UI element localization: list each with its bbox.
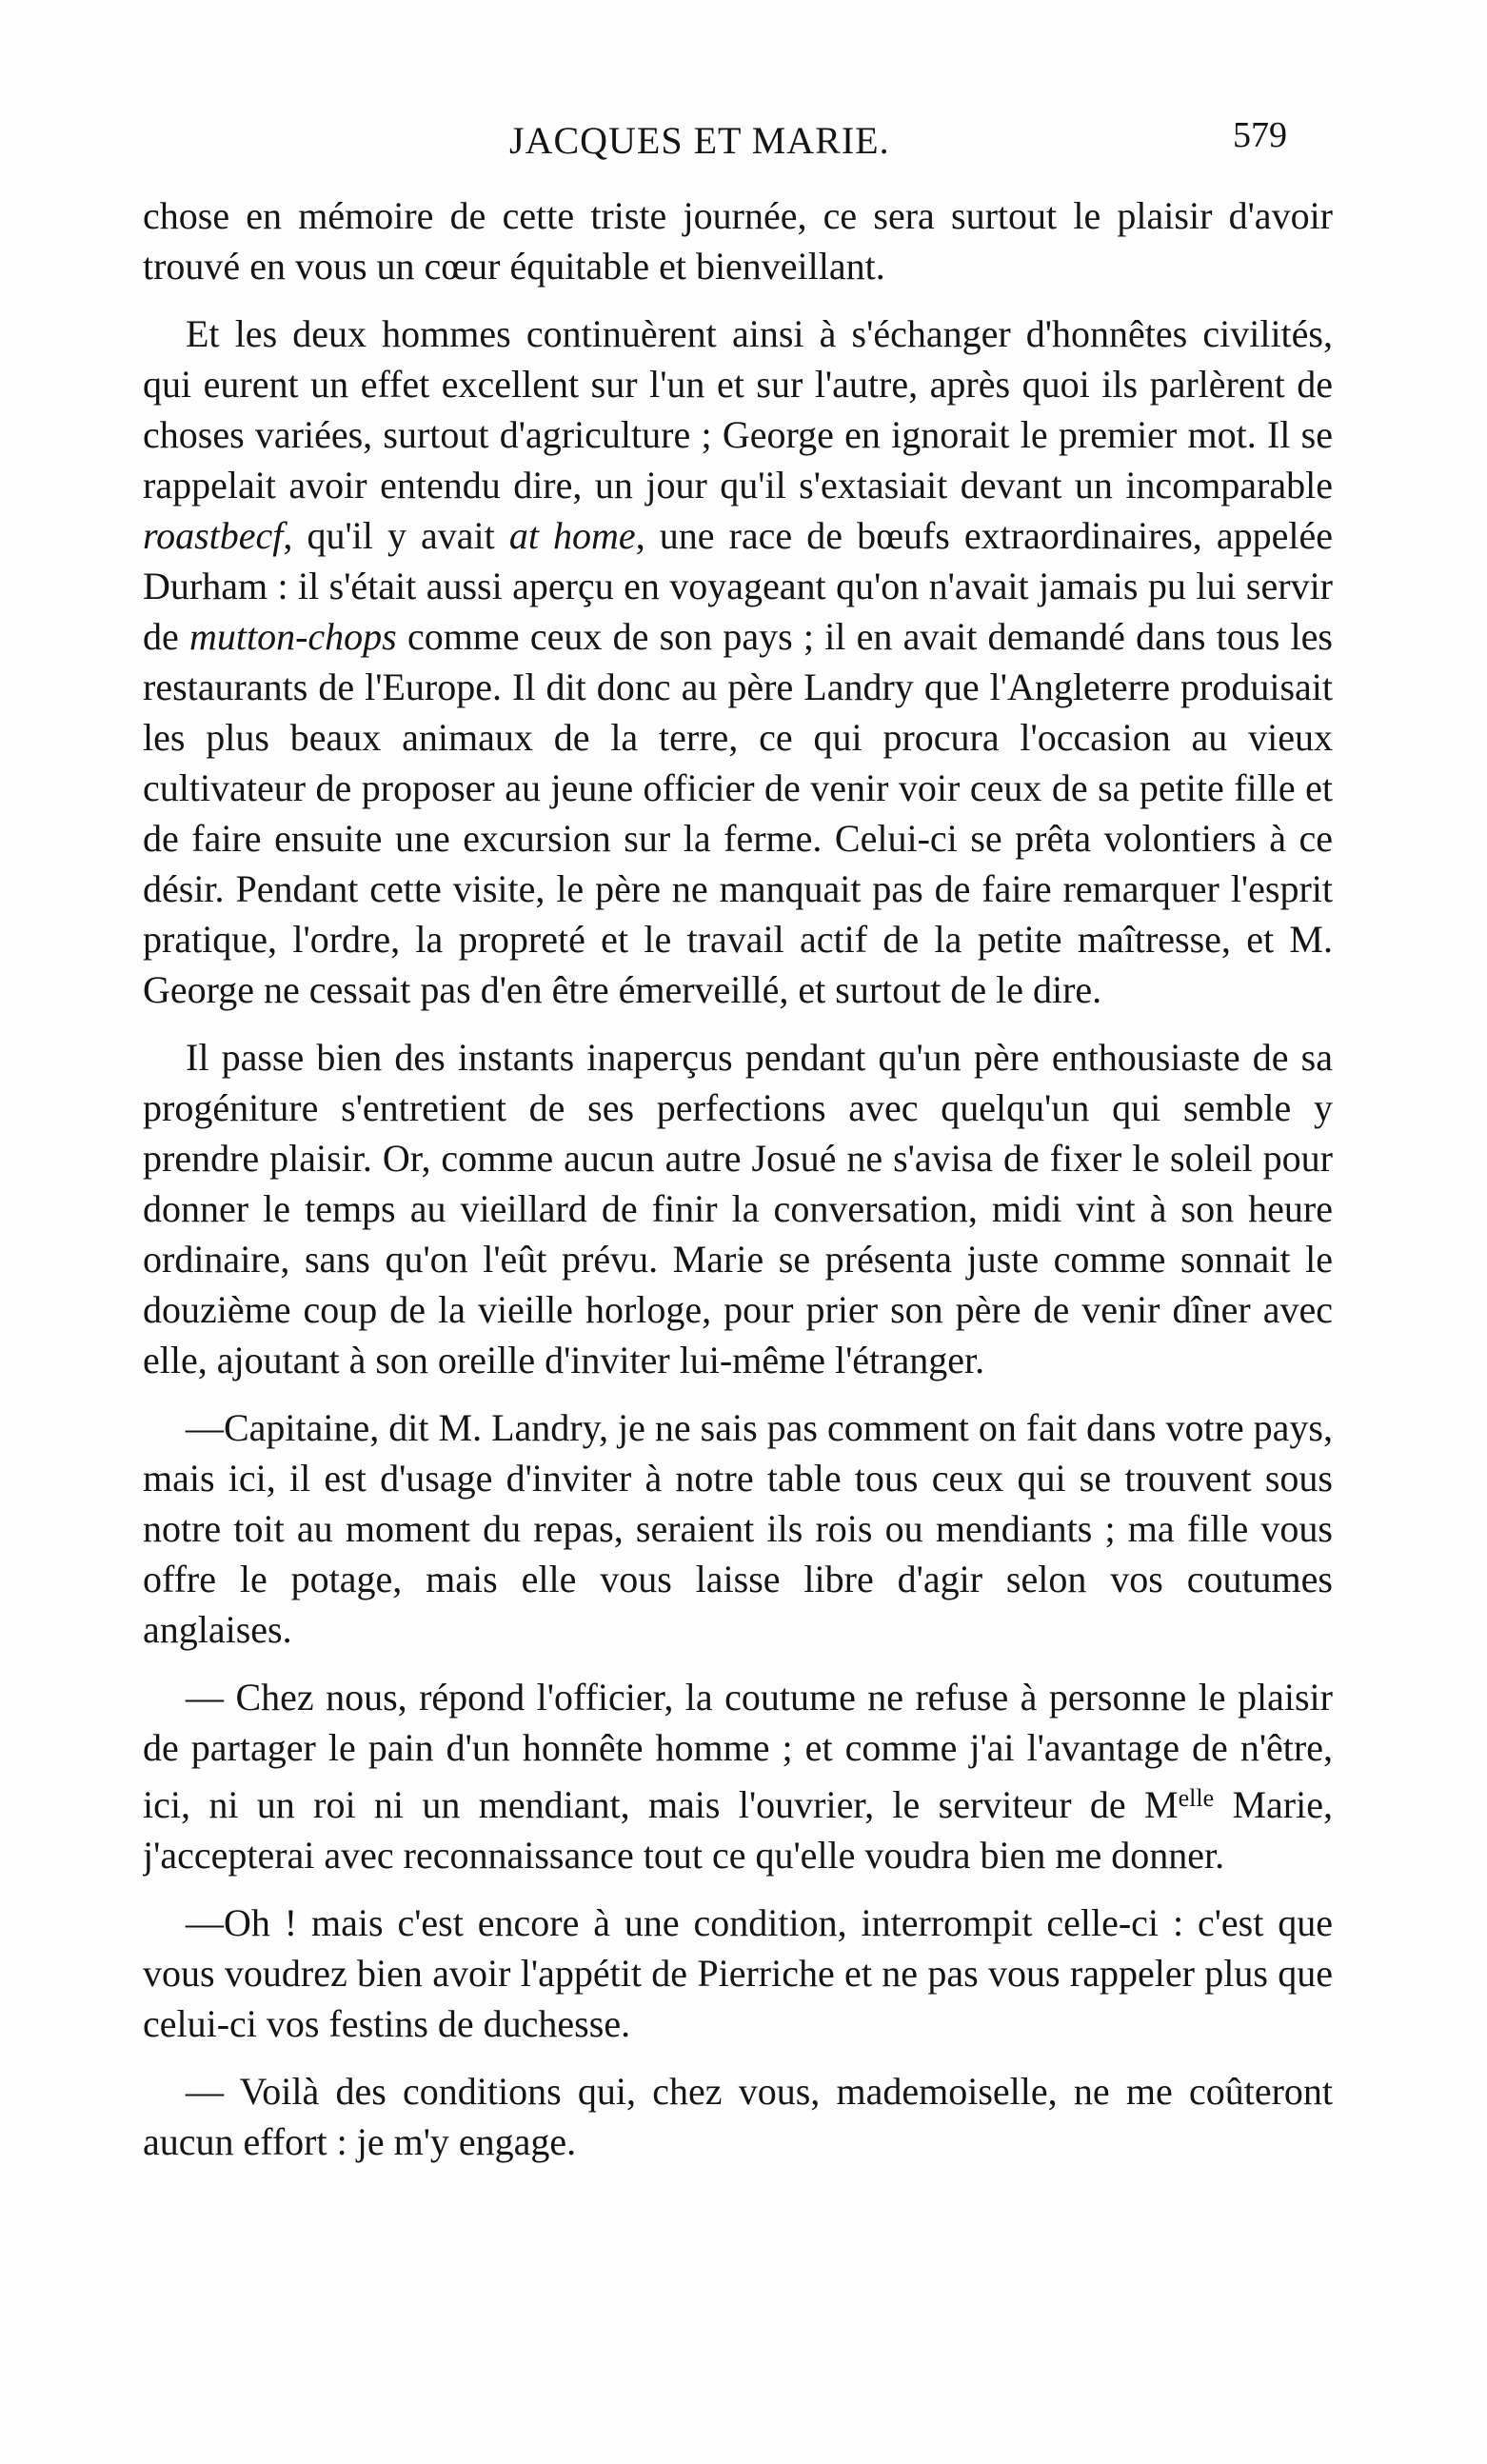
dialogue-paragraph: —Capitaine, dit M. Landry, je ne sais pas comment on fait dans votre pays, mais ici, il est d'usage d'inviter à notre table tous ceux qui se trouvent sous notre toit au moment du repas, seraient ils rois ou mendiants ; ma fille vous offre le potage, mais elle vous laisse libre d'agir selon vos coutumes anglaises. bbox=[143, 1406, 1333, 1651]
italic-term: mutton-chops bbox=[188, 615, 397, 658]
paragraph: Il passe bien des instants inaperçus pendant qu'un père enthousiaste de sa progéniture s'entretient de ses perfections avec quelqu'un qui semble y prendre plaisir. Or, comme aucun autre Josué ne s'avisa de fixer le soleil pour donner le temps au vieillard de finir la conversation, midi vint à son heure ordinaire, sans qu'on l'eût prévu. Marie se présenta juste comme sonnait le douzième coup de la vieille horloge, pour prier son père de venir dîner avec elle, ajoutant à son oreille d'inviter lui-même l'étranger. bbox=[143, 1036, 1333, 1381]
body-text bbox=[143, 190, 1333, 2247]
running-head bbox=[0, 112, 1487, 169]
paragraph-text: , une race de bœufs extraordinaires, appelée Durham : il s'était aussi aperçu en voyageant qu'on n'avait jamais pu lui servir de bbox=[143, 514, 1333, 658]
dialogue-paragraph bbox=[143, 1672, 1333, 1880]
superscript: elle bbox=[1178, 1784, 1215, 1812]
paragraph bbox=[143, 308, 1333, 1015]
running-title: JACQUES ET MARIE. bbox=[509, 119, 890, 162]
paragraph-text: Et les deux hommes continuèrent ainsi à s'échanger d'honnêtes civilités, qui eurent un effet excellent sur l'un et sur l'autre, après quoi ils parlèrent de choses variées, surtout d'agriculture ; George en ignorait le premier mot. Il se rappelait avoir entendu dire, un jour qu'il s'extasiait devant un incomparable bbox=[143, 312, 1333, 507]
paragraph-text: — Chez nous, répond l'officier, la coutume ne refuse à personne le plaisir de partager le pain d'un honnête homme ; et comme j'ai l'avantage de n'être, ici, ni un roi ni un mendiant, mais l'ouvrier, le serviteur de M bbox=[143, 1676, 1333, 1826]
dialogue-paragraph: — Voilà des conditions qui, chez vous, mademoiselle, ne me coûteront aucun effort : je m'y engage. bbox=[143, 2070, 1333, 2163]
page-number: 579 bbox=[1233, 115, 1287, 155]
paragraph-text: , qu'il y avait bbox=[283, 514, 509, 557]
paragraph-text: comme ceux de son pays ; il en avait demandé dans tous les restaurants de l'Europe. Il dit donc au père Landry que l'Angleterre produisait les plus beaux animaux de la terre, ce qui procura l'occasion au vieux cultivateur de proposer au jeune officier de venir voir ceux de sa petite fille et de faire ensuite une excursion sur la ferme. Celui-ci se prêta volontiers à ce désir. Pendant cette visite, le père ne manquait pas de faire remarquer l'esprit pratique, l'ordre, la propreté et le travail actif de la petite maîtresse, et M. George ne cessait pas d'en être émerveillé, et surtout de le dire. bbox=[143, 615, 1333, 1011]
italic-term: roastbecf bbox=[143, 514, 284, 557]
paragraph-text: Marie, j'accepterai avec reconnaissance tout ce qu'elle voudra bien me donner. bbox=[143, 1783, 1333, 1877]
paragraph-continuation: chose en mémoire de cette triste journée, ce sera surtout le plaisir d'avoir trouvé en vous un cœur équitable et bienveillant. bbox=[143, 194, 1333, 288]
italic-term: at home bbox=[508, 514, 636, 557]
dialogue-paragraph: —Oh ! mais c'est encore à une condition, interrompit celle-ci : c'est que vous voudrez bien avoir l'appétit de Pierriche et ne pas vous rappeler plus que celui-ci vos festins de duchesse. bbox=[143, 1901, 1333, 2045]
